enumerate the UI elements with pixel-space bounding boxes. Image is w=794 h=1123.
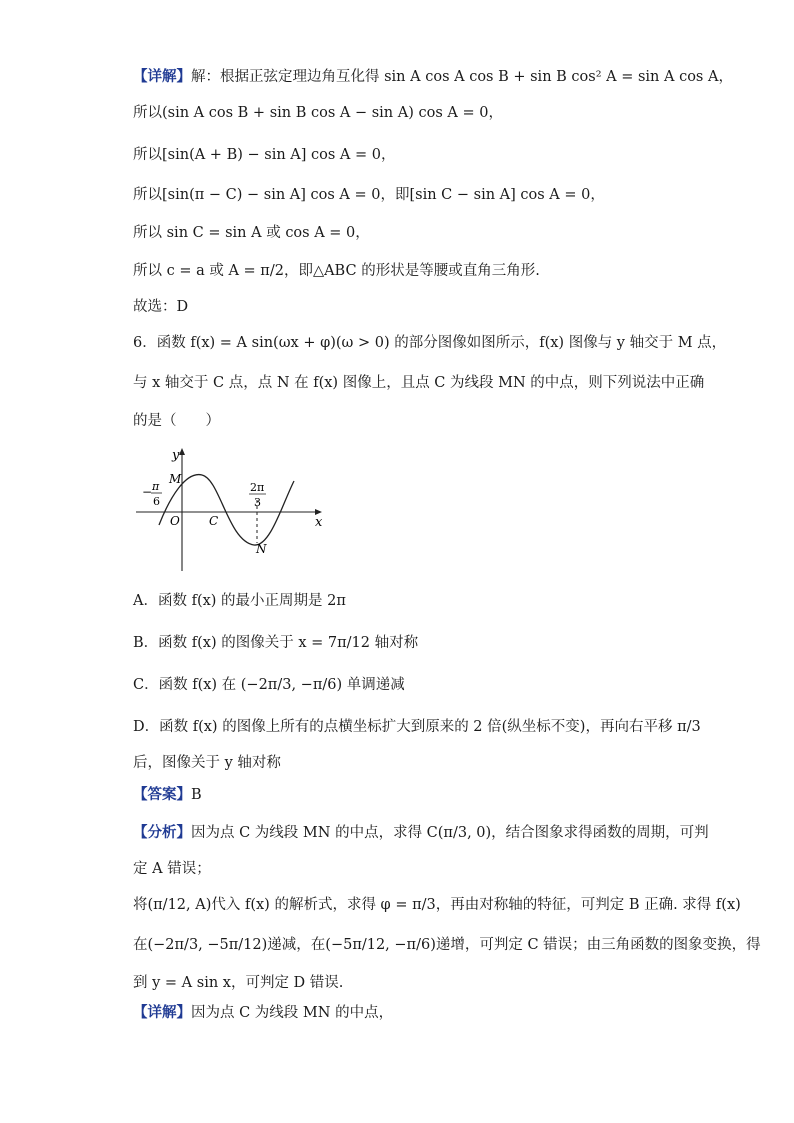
left-tick-sign: − (142, 485, 153, 499)
right-tick-numerator: 2π (250, 481, 265, 494)
origin-label: O (170, 514, 180, 528)
detail2-tag: 【详解】 (133, 1004, 191, 1021)
point-c-label: C (209, 514, 219, 528)
detail-line-6: 所以 c = a 或 A = π/2，即△ABC 的形状是等腰或直角三角形. (133, 263, 540, 279)
answer-tag: 【答案】 (133, 786, 191, 803)
detail-line-2: 所以(sin A cos B + sin B cos A − sin A) cos A = 0， (133, 105, 503, 121)
left-tick-numerator: π (152, 480, 160, 493)
point-m-label: M (169, 472, 182, 486)
detail2-text: 因为点 C 为线段 MN 的中点， (191, 1005, 394, 1021)
analysis-line-4: 在(−2π/3, −5π/12)递减，在(−5π/12, −π/6)递增，可判定 C 错误；由三角函数的图象变换，得 (133, 937, 761, 953)
answer-value: B (191, 787, 202, 803)
option-c: C．函数 f(x) 在 (−2π/3, −π/6) 单调递减 (133, 677, 405, 693)
point-n-label: N (256, 542, 267, 556)
detail-line-7: 故选：D (133, 299, 189, 315)
x-axis-label: x (315, 515, 323, 530)
detail-line-5: 所以 sin C = sin A 或 cos A = 0， (133, 225, 370, 241)
option-b: B．函数 f(x) 的图像关于 x = 7π/12 轴对称 (133, 635, 419, 651)
detail-text: 解：根据正弦定理边角互化得 sin A cos A cos B + sin B cos² A = sin A cos A， (191, 69, 733, 85)
analysis-text: 因为点 C 为线段 MN 的中点，求得 C(π/3, 0)，结合图象求得函数的周期，可判 (191, 825, 709, 841)
answer-line (133, 784, 673, 806)
analysis-line-5: 到 y = A sin x，可判定 D 错误. (133, 975, 344, 991)
right-tick-denominator: 3 (254, 496, 261, 509)
function-graph-figure (130, 445, 340, 575)
y-axis-label: y (172, 448, 180, 463)
analysis-line-3: 将(π/12, A)代入 f(x) 的解析式，求得 φ = π/3，再由对称轴的特征，可判定 B 正确. 求得 f(x) (133, 897, 741, 913)
y-axis-arrow (179, 448, 185, 455)
question-line-1: 6．函数 f(x) = A sin(ωx + φ)(ω > 0) 的部分图像如图所示，f(x) 图像与 y 轴交于 M 点， (133, 335, 727, 351)
detail-line-4: 所以[sin(π − C) − sin A] cos A = 0，即[sin C − sin A] cos A = 0， (133, 187, 605, 203)
detail2-line (133, 1002, 673, 1024)
left-tick-denominator: 6 (153, 495, 160, 508)
option-d-continued: 后，图像关于 y 轴对称 (133, 755, 281, 771)
detail-tag: 【详解】 (133, 68, 191, 85)
option-a: A．函数 f(x) 的最小正周期是 2π (133, 593, 346, 609)
analysis-line-1 (133, 822, 709, 844)
option-d: D．函数 f(x) 的图像上所有的点横坐标扩大到原来的 2 倍(纵坐标不变)，再向右平移 π/3 (133, 719, 701, 735)
detail-line-1 (133, 66, 733, 88)
question-line-3: 的是（ ） (133, 413, 220, 429)
detail-line-3: 所以[sin(A + B) − sin A] cos A = 0， (133, 147, 396, 163)
question-line-2: 与 x 轴交于 C 点，点 N 在 f(x) 图像上，且点 C 为线段 MN 的中点，则下列说法中正确 (133, 375, 705, 391)
analysis-line-2: 定 A 错误； (133, 861, 211, 877)
analysis-tag: 【分析】 (133, 824, 191, 841)
